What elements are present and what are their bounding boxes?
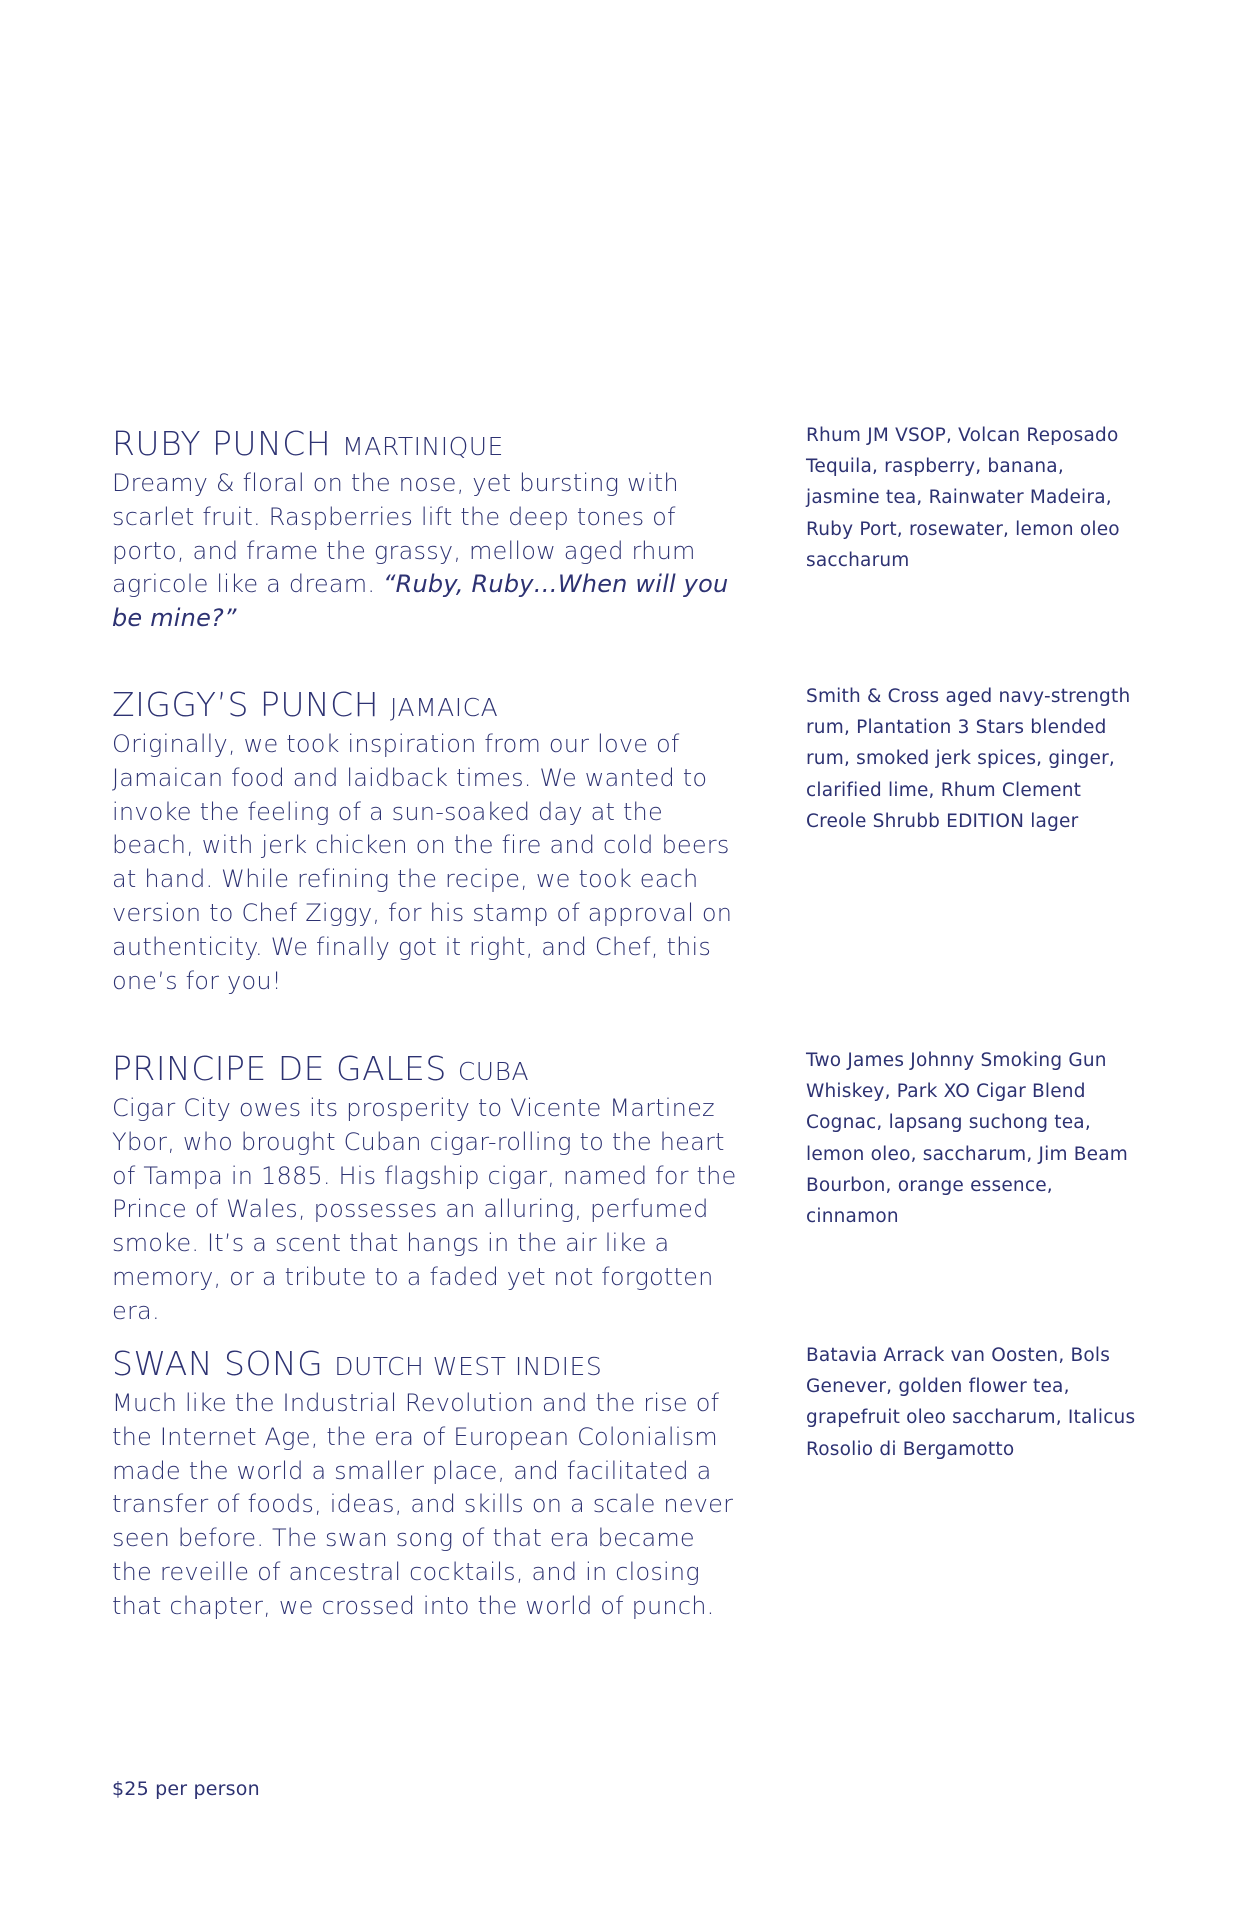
drink-origin: DUTCH WEST INDIES (334, 1352, 603, 1381)
drink-description: Originally, we took inspiration from our love of Jamaican food and laidback times. We wanted to invoke the feeling of a sun-soaked day at the beach, with jerk chicken on the fire and cold beers at hand. While refining the recipe, we took each version to Chef Ziggy, for his stamp of approval on authenticity. We finally got it right, and Chef, this one’s for you! (112, 730, 733, 995)
drink-ingredients: Two James Johnny Smoking Gun Whiskey, Park XO Cigar Blend Cognac, lapsang suchong tea, lemon oleo, saccharum, Jim Beam Bourbon, orange essence, cinnamon (806, 1050, 1129, 1228)
entry-title (112, 424, 742, 467)
drink-ingredients: Smith & Cross aged navy-strength rum, Plantation 3 Stars blended rum, smoked jerk spices, ginger, clarified lime, Rhum Clement Creole Shrubb EDITION lager (806, 686, 1131, 832)
description-text: Dreamy & floral on the nose, yet bursting with scarlet fruit. Raspberries lift the deep tones of porto, and frame the grassy, mellow aged rhum agricole like a dream. (112, 469, 696, 599)
drink-description: Cigar City owes its prosperity to Vicente Martinez Ybor, who brought Cuban cigar-rolling to the heart of Tampa in 1885. His flagship cigar, named for the Prince of Wales, possesses an alluring, perfumed smoke. It’s a scent that hangs in the air like a memory, or a tribute to a faded yet not forgotten era. (112, 1094, 737, 1325)
description-quote: “Ruby, Ruby…When will you be mine?” (112, 570, 729, 633)
entry-main (112, 1049, 742, 1329)
drink-description: Much like the Industrial Revolution and the rise of the Internet Age, the era of European Colonialism made the world a smaller place, and facilitated a transfer of foods, ideas, and skills on a scale never seen before. The swan song of that era became the reveille of ancestral cocktails, and in closing that chapter, we crossed into the world of punch. (112, 1389, 734, 1620)
drink-description (112, 467, 742, 636)
drink-ingredients: Rhum JM VSOP, Volcan Reposado Tequila, raspberry, banana, jasmine tea, Rainwater Madeira, Ruby Port, rosewater, lemon oleo saccharum (806, 425, 1120, 571)
entry-main (112, 424, 742, 636)
price-note: $25 per person (112, 1778, 260, 1800)
entry-main (112, 1344, 742, 1624)
entry-title (112, 1344, 742, 1387)
drink-name: PRINCIPE DE GALES (112, 1049, 447, 1088)
entry-main (112, 685, 742, 998)
drink-ingredients: Batavia Arrack van Oosten, Bols Genever, golden flower tea, grapefruit oleo saccharum, Italicus Rosolio di Bergamotto (806, 1345, 1136, 1460)
drink-origin: CUBA (457, 1057, 530, 1086)
drink-name: RUBY PUNCH (112, 424, 332, 463)
drink-origin: JAMAICA (390, 693, 499, 722)
drink-name: SWAN SONG (112, 1344, 324, 1383)
entry-title (112, 685, 742, 728)
drink-origin: MARTINIQUE (342, 432, 504, 461)
drink-name: ZIGGY’S PUNCH (112, 685, 380, 724)
entry-title (112, 1049, 742, 1092)
